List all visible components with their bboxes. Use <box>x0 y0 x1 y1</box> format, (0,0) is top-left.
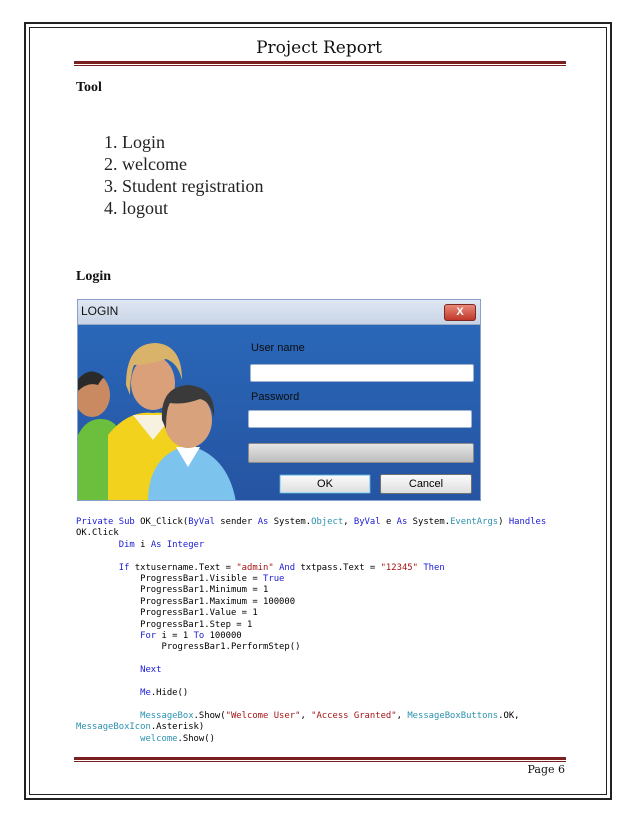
code-token: To <box>193 631 210 642</box>
code-token: System. <box>412 517 451 527</box>
code-block <box>76 517 576 745</box>
code-token: ProgressBar1.Visible = <box>76 574 264 585</box>
code-line <box>76 734 215 744</box>
code-token: ProgressBar1.Minimum = 1 <box>76 585 269 596</box>
code-token: ProgressBar1.Maximum = 100000 <box>76 596 296 607</box>
ok-button[interactable]: OK <box>279 474 371 494</box>
tool-heading: Tool <box>76 80 102 95</box>
list-item: 4. logout <box>104 198 169 218</box>
code-token: i <box>140 539 151 550</box>
cancel-button[interactable]: Cancel <box>380 474 472 494</box>
code-token: And <box>279 562 301 573</box>
footer-rule <box>74 757 566 760</box>
code-token: True <box>263 574 285 585</box>
footer-rule-thin <box>74 761 566 762</box>
code-token: , <box>343 517 354 527</box>
code-token: , <box>396 710 408 721</box>
username-input[interactable] <box>250 364 474 382</box>
code-token: As <box>396 517 413 527</box>
code-token: Object <box>311 517 344 527</box>
code-token: , <box>300 710 312 721</box>
code-line <box>76 665 162 675</box>
code-token: Handles <box>508 517 547 527</box>
code-line <box>76 711 520 721</box>
code-token: .Asterisk) <box>150 722 205 733</box>
code-line <box>76 631 242 641</box>
page-header-title: Project Report <box>256 38 382 58</box>
list-item: 2. welcome <box>104 154 187 174</box>
header-rule-thin <box>74 65 566 66</box>
code-token: MessageBox <box>140 710 194 721</box>
code-token <box>76 631 140 641</box>
code-token: ByVal <box>188 517 221 527</box>
code-token: OK.Click <box>76 528 119 539</box>
code-token: i = 1 <box>161 631 194 642</box>
list-item: 1. Login <box>104 132 165 152</box>
code-line <box>76 528 119 538</box>
code-token <box>76 563 119 573</box>
close-button[interactable]: X <box>444 304 476 321</box>
code-token: ByVal <box>353 517 386 527</box>
code-token: MessageBoxButtons <box>407 710 499 721</box>
login-heading: Login <box>76 269 112 284</box>
users-group-icon <box>78 325 248 501</box>
code-token <box>76 540 119 550</box>
username-label: User name <box>251 342 305 354</box>
code-token: sender <box>220 517 258 527</box>
code-token: e <box>385 517 397 527</box>
code-token: Private Sub <box>76 517 141 527</box>
list-item: 3. Student registration <box>104 176 264 196</box>
code-token: txtpass.Text = <box>300 562 381 573</box>
code-line <box>76 688 188 698</box>
code-token: .Hide() <box>150 688 189 699</box>
header-rule <box>74 61 566 64</box>
code-token: .Show() <box>177 733 215 744</box>
code-token: System. <box>273 517 312 527</box>
code-token <box>76 665 140 675</box>
code-line <box>76 517 546 527</box>
code-token <box>76 734 140 744</box>
code-token: ProgressBar1.PerformStep() <box>76 642 301 653</box>
login-titlebar <box>78 300 480 325</box>
code-token: Dim <box>118 539 141 550</box>
code-token: ProgressBar1.Step = 1 <box>76 619 253 630</box>
code-token: As Integer <box>150 539 205 550</box>
code-token: OK_Click( <box>140 517 189 527</box>
code-line <box>76 620 252 630</box>
code-token: As <box>257 517 274 527</box>
login-window <box>77 299 481 501</box>
page-number: Page 6 <box>527 763 565 776</box>
code-token: MessageBoxIcon <box>76 722 151 733</box>
code-token: 100000 <box>209 631 242 642</box>
code-line <box>76 722 204 732</box>
code-line <box>76 642 300 652</box>
code-line <box>76 585 268 595</box>
password-label: Password <box>251 391 300 403</box>
password-input[interactable] <box>248 410 472 428</box>
code-line <box>76 608 258 618</box>
progress-bar <box>248 443 474 463</box>
code-token: EventArgs <box>450 517 499 527</box>
code-token: ) <box>498 517 509 527</box>
code-token: "Access Granted" <box>311 710 397 721</box>
code-token: Next <box>140 665 162 676</box>
code-line <box>76 574 284 584</box>
code-token: .OK, <box>498 710 520 721</box>
code-token: Me <box>140 688 151 699</box>
code-token: If <box>118 562 135 573</box>
code-line <box>76 563 445 573</box>
code-token: "12345" <box>380 562 424 573</box>
code-token: .Show( <box>193 710 226 721</box>
code-token: welcome <box>140 733 178 744</box>
code-token: ProgressBar1.Value = 1 <box>76 608 258 619</box>
code-token <box>76 711 140 721</box>
code-token: For <box>140 631 162 642</box>
login-window-title: LOGIN <box>81 304 119 318</box>
code-line <box>76 597 295 607</box>
code-line <box>76 540 204 550</box>
code-token: txtusername.Text = <box>134 562 237 573</box>
code-token <box>76 688 140 698</box>
tool-list <box>104 131 263 219</box>
code-token: "Welcome User" <box>225 710 301 721</box>
code-token: Then <box>423 562 445 573</box>
code-token: "admin" <box>236 562 280 573</box>
